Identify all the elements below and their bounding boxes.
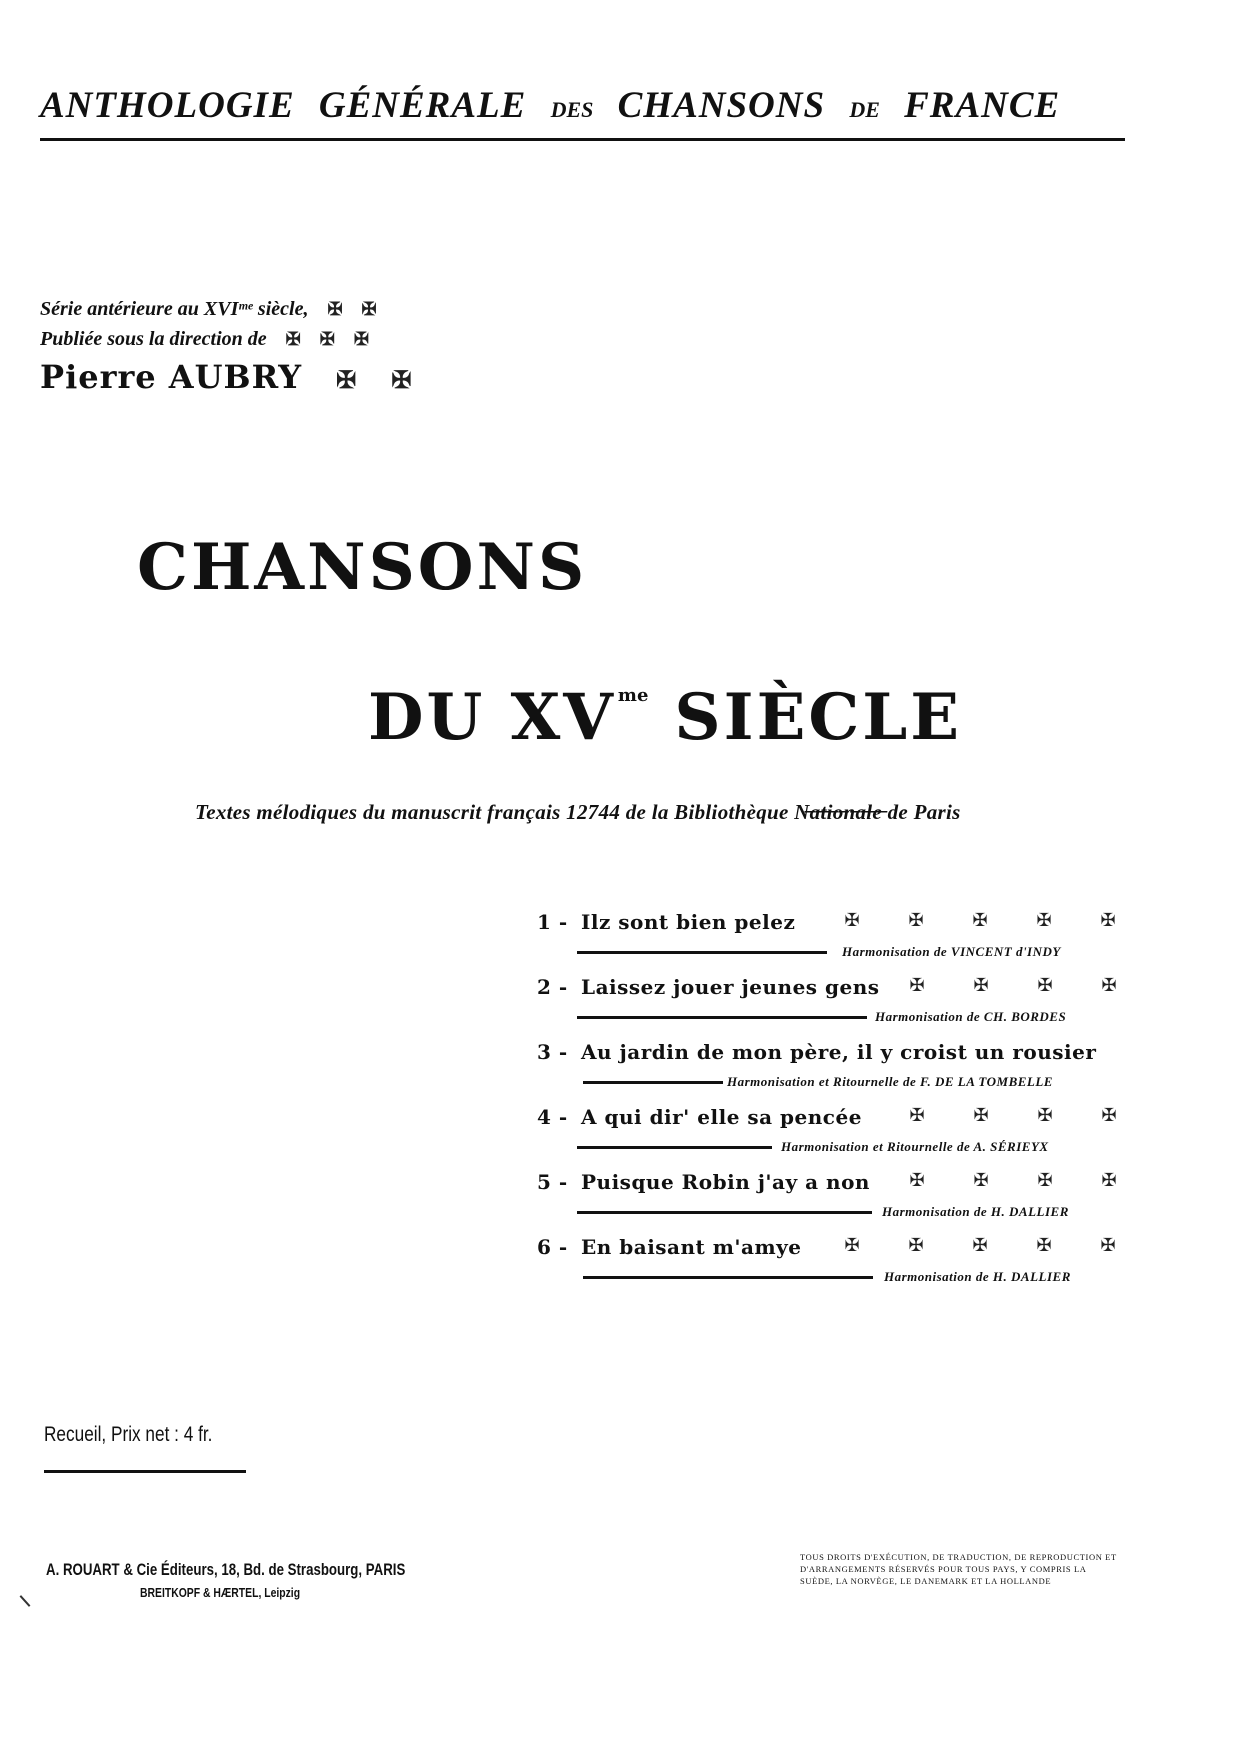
song-name: Ilz sont bien pelez bbox=[581, 910, 796, 934]
main-title: CHANSONS bbox=[137, 530, 588, 605]
arrangement-rule bbox=[583, 1276, 873, 1279]
arrangement-rule bbox=[577, 1146, 772, 1149]
ornament-icon: ✠ bbox=[908, 910, 924, 931]
ornament-icon: ✠ bbox=[972, 910, 988, 931]
ornament-icon: ✠ bbox=[319, 329, 335, 349]
ornament-icon: ✠ bbox=[909, 1105, 925, 1126]
series-text: Série antérieure au XVIᵐᵉ siècle, bbox=[40, 298, 309, 320]
ornament-icon: ✠ bbox=[1037, 1105, 1053, 1126]
ornament-icon: ✠ bbox=[1037, 1170, 1053, 1191]
direction-text: Publiée sous la direction de bbox=[40, 328, 267, 350]
song-name: A qui dir' elle sa pencée bbox=[581, 1105, 862, 1129]
song-number: 3 - bbox=[537, 1040, 568, 1064]
banner-word: GÉNÉRALE bbox=[318, 85, 527, 126]
ornament-icon: ✠ bbox=[844, 1235, 860, 1256]
song-name: Puisque Robin j'ay a non bbox=[581, 1170, 870, 1194]
margin-mark bbox=[20, 1595, 31, 1607]
song-number: 2 - bbox=[537, 975, 568, 999]
banner-word: FRANCE bbox=[904, 85, 1061, 126]
arrangement-credit: Harmonisation de VINCENT d'INDY bbox=[842, 944, 1061, 959]
ornament-icon: ✠ bbox=[327, 299, 343, 319]
price-rule bbox=[44, 1470, 246, 1473]
arrangement-rule bbox=[583, 1081, 723, 1084]
song-title-4 bbox=[537, 1105, 862, 1129]
song-title-1 bbox=[537, 910, 795, 934]
arrangement-rule bbox=[577, 951, 827, 954]
song-title-6 bbox=[537, 1235, 802, 1259]
distributor-line: BREITKOPF & HÆRTEL, Leipzig bbox=[140, 1585, 301, 1600]
publisher-line: A. ROUART & Cie Éditeurs, 18, Bd. de Strasbourg, PARIS bbox=[46, 1560, 406, 1579]
main-subtitle bbox=[368, 680, 962, 755]
song-number: 5 - bbox=[537, 1170, 568, 1194]
song-name: En baisant m'amye bbox=[581, 1235, 802, 1259]
series-line bbox=[40, 298, 377, 321]
ornament-icon: ✠ bbox=[1101, 1105, 1117, 1126]
arrangement-credit: Harmonisation de CH. BORDES bbox=[875, 1009, 1067, 1024]
ornament-icon: ✠ bbox=[973, 1170, 989, 1191]
arrangement-credit: Harmonisation et Ritournelle de A. SÉRIEYX bbox=[781, 1139, 1049, 1154]
song-number: 1 - bbox=[537, 910, 568, 934]
ornament-icon: ✠ bbox=[1101, 975, 1117, 996]
song-ornaments bbox=[885, 1105, 1141, 1126]
price-label: Recueil, Prix net : 4 fr. bbox=[44, 1423, 213, 1446]
song-ornaments bbox=[820, 1235, 1140, 1256]
ornament-icon: ✠ bbox=[391, 365, 413, 394]
song-title-2 bbox=[537, 975, 880, 999]
ornament-icon: ✠ bbox=[908, 1235, 924, 1256]
rights-notice: TOUS DROITS D'EXÉCUTION, DE TRADUCTION, DE REPRODUCTION ET D'ARRANGEMENTS RÉSERVÉS POUR TOUS PAYS, Y COMPRIS LA SUÈDE, LA NORVÈGE, LE DANEMARK ET LA HOLLANDE bbox=[800, 1552, 1117, 1586]
song-number: 4 - bbox=[537, 1105, 568, 1129]
editor-name-line bbox=[40, 358, 413, 396]
ornament-icon: ✠ bbox=[972, 1235, 988, 1256]
ornament-icon: ✠ bbox=[973, 1105, 989, 1126]
ornament-icon: ✠ bbox=[353, 329, 369, 349]
arrangement-credit: Harmonisation de H. DALLIER bbox=[884, 1269, 1071, 1284]
subtitle-end: SIÈCLE bbox=[674, 680, 963, 755]
song-name: Laissez jouer jeunes gens bbox=[581, 975, 880, 999]
ornament-icon: ✠ bbox=[285, 329, 301, 349]
banner-rule bbox=[40, 138, 1125, 141]
ornament-icon: ✠ bbox=[909, 975, 925, 996]
ornament-icon: ✠ bbox=[1100, 1235, 1116, 1256]
ornament-icon: ✠ bbox=[1037, 975, 1053, 996]
song-ornaments bbox=[885, 975, 1141, 996]
ornament-icon: ✠ bbox=[336, 365, 358, 394]
arrangement-credit: Harmonisation de H. DALLIER bbox=[882, 1204, 1069, 1219]
ornament-icon: ✠ bbox=[361, 299, 377, 319]
song-title-5 bbox=[537, 1170, 870, 1194]
banner-word: ANTHOLOGIE bbox=[40, 85, 295, 126]
banner-word: CHANSONS bbox=[617, 85, 826, 126]
ornament-icon: ✠ bbox=[909, 1170, 925, 1191]
anthology-banner bbox=[40, 84, 1125, 127]
arrangement-rule bbox=[577, 1211, 872, 1214]
arrangement-credit: Harmonisation et Ritournelle de F. DE LA TOMBELLE bbox=[727, 1074, 1053, 1089]
ornament-icon: ✠ bbox=[1100, 910, 1116, 931]
subtitle-main: DU XV bbox=[368, 680, 616, 755]
banner-word: DES bbox=[550, 97, 594, 122]
arrangement-rule bbox=[577, 1016, 867, 1019]
song-number: 6 - bbox=[537, 1235, 568, 1259]
direction-line bbox=[40, 328, 369, 351]
ornament-icon: ✠ bbox=[844, 910, 860, 931]
song-ornaments bbox=[885, 1170, 1141, 1191]
ornament-icon: ✠ bbox=[1036, 1235, 1052, 1256]
ornament-icon: ✠ bbox=[1101, 1170, 1117, 1191]
subtitle-superscript: me bbox=[617, 685, 649, 706]
editor-name: Pierre AUBRY bbox=[40, 358, 303, 396]
song-name: Au jardin de mon père, il y croist un rousier bbox=[581, 1040, 1097, 1064]
ornament-icon: ✠ bbox=[973, 975, 989, 996]
song-title-3 bbox=[537, 1040, 1096, 1064]
ornament-icon: ✠ bbox=[1036, 910, 1052, 931]
song-ornaments bbox=[820, 910, 1140, 931]
banner-word: DE bbox=[849, 97, 880, 122]
source-description: Textes mélodiques du manuscrit français 12744 de la Bibliothèque N̶a̶t̶i̶o̶n̶a̶l̶e̶ de Paris bbox=[195, 800, 961, 824]
